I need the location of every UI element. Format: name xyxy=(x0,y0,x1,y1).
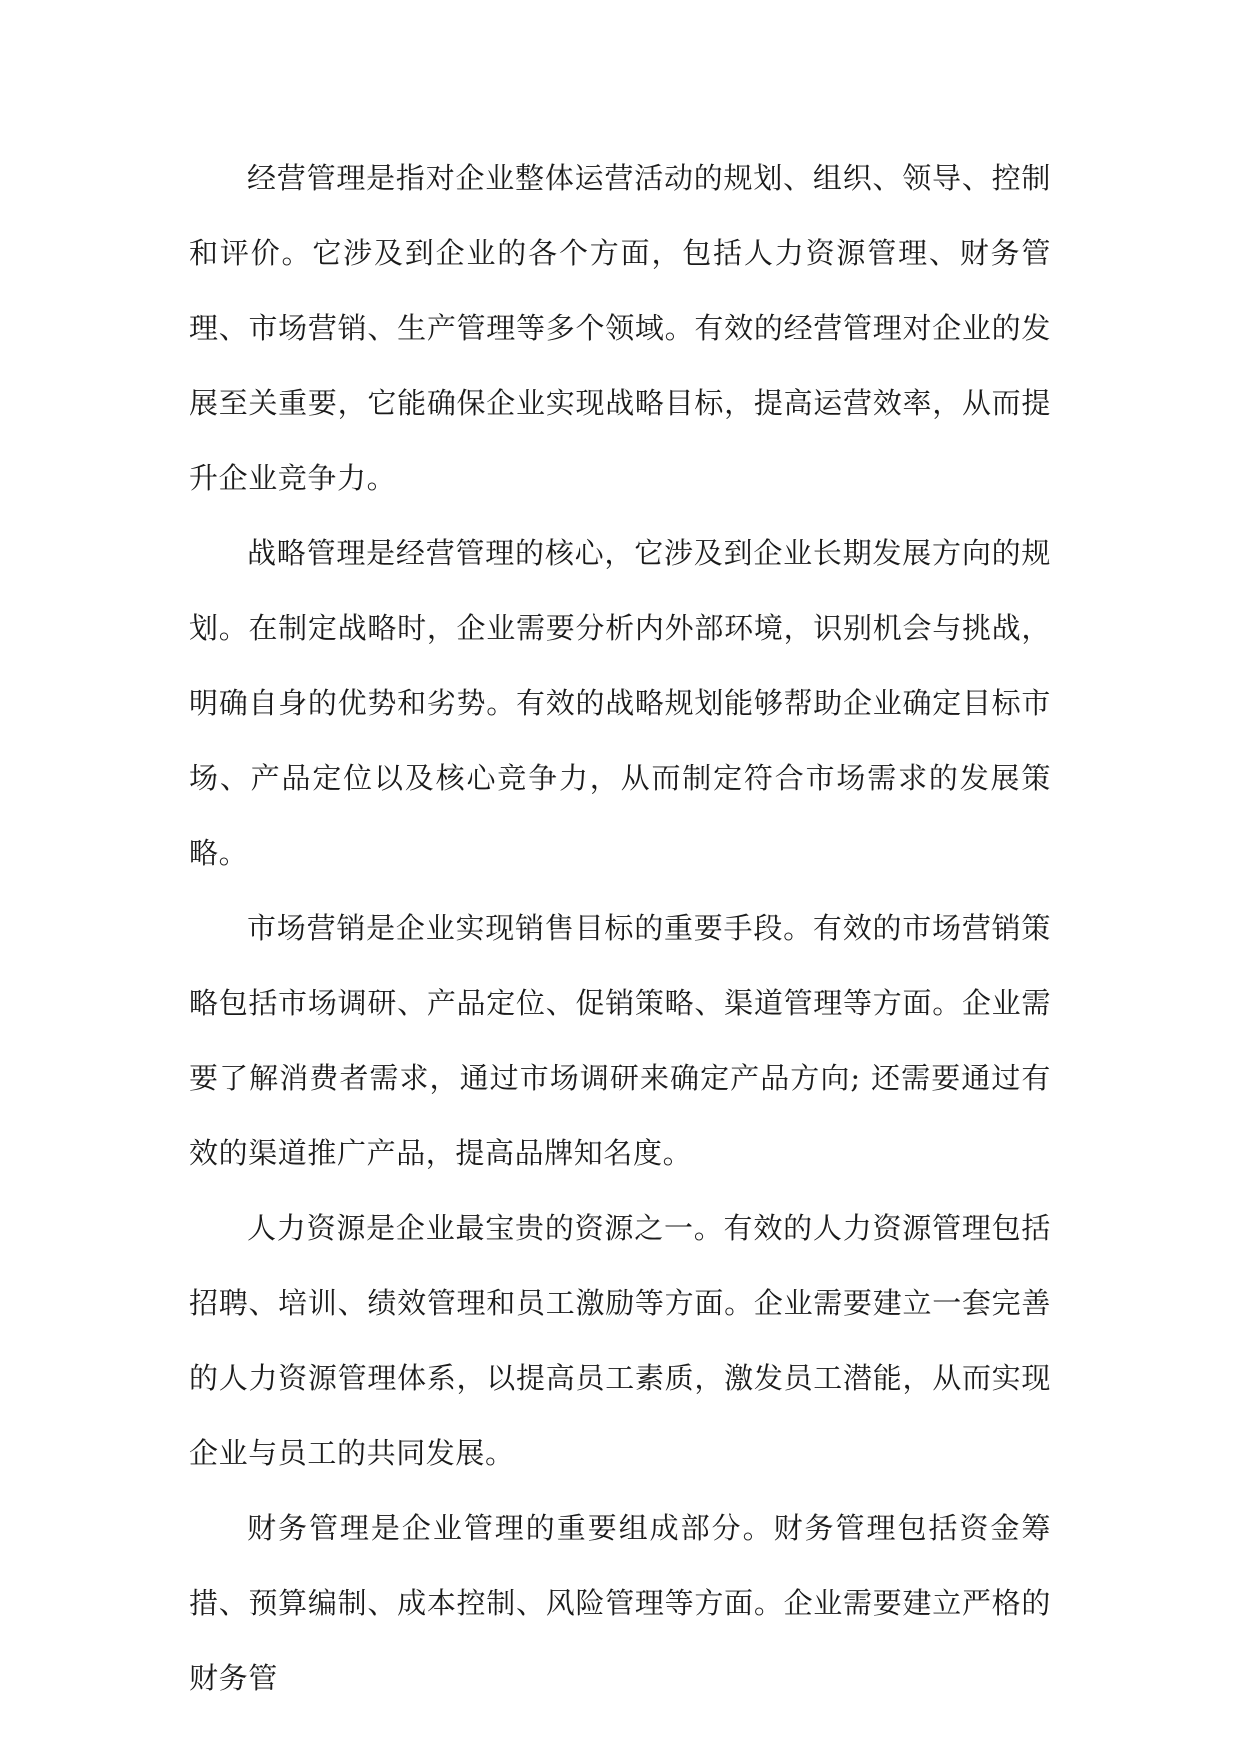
paragraph-financial-management: 财务管理是企业管理的重要组成部分。财务管理包括资金筹措、预算编制、成本控制、风险管理等方面。企业需要建立严格的财务管 xyxy=(189,1511,1051,1695)
paragraph-human-resources: 人力资源是企业最宝贵的资源之一。有效的人力资源管理包括招聘、培训、绩效管理和员工激励等方面。企业需要建立一套完善的人力资源管理体系，以提高员工素质，激发员工潜能，从而实现企业与员工的共同发展。 xyxy=(189,1211,1051,1470)
document-body xyxy=(189,141,1051,1716)
paragraph-strategic-management: 战略管理是经营管理的核心，它涉及到企业长期发展方向的规划。在制定战略时，企业需要分析内外部环境，识别机会与挑战，明确自身的优势和劣势。有效的战略规划能够帮助企业确定目标市场、产品定位以及核心竞争力，从而制定符合市场需求的发展策略。 xyxy=(189,536,1051,870)
paragraph-marketing: 市场营销是企业实现销售目标的重要手段。有效的市场营销策略包括市场调研、产品定位、促销策略、渠道管理等方面。企业需要了解消费者需求，通过市场调研来确定产品方向; 还需要通过有效的渠道推广产品，提高品牌知名度。 xyxy=(189,911,1051,1170)
paragraph-business-management: 经营管理是指对企业整体运营活动的规划、组织、领导、控制和评价。它涉及到企业的各个方面，包括人力资源管理、财务管理、市场营销、生产管理等多个领域。有效的经营管理对企业的发展至关重要，它能确保企业实现战略目标，提高运营效率，从而提升企业竞争力。 xyxy=(189,161,1051,495)
